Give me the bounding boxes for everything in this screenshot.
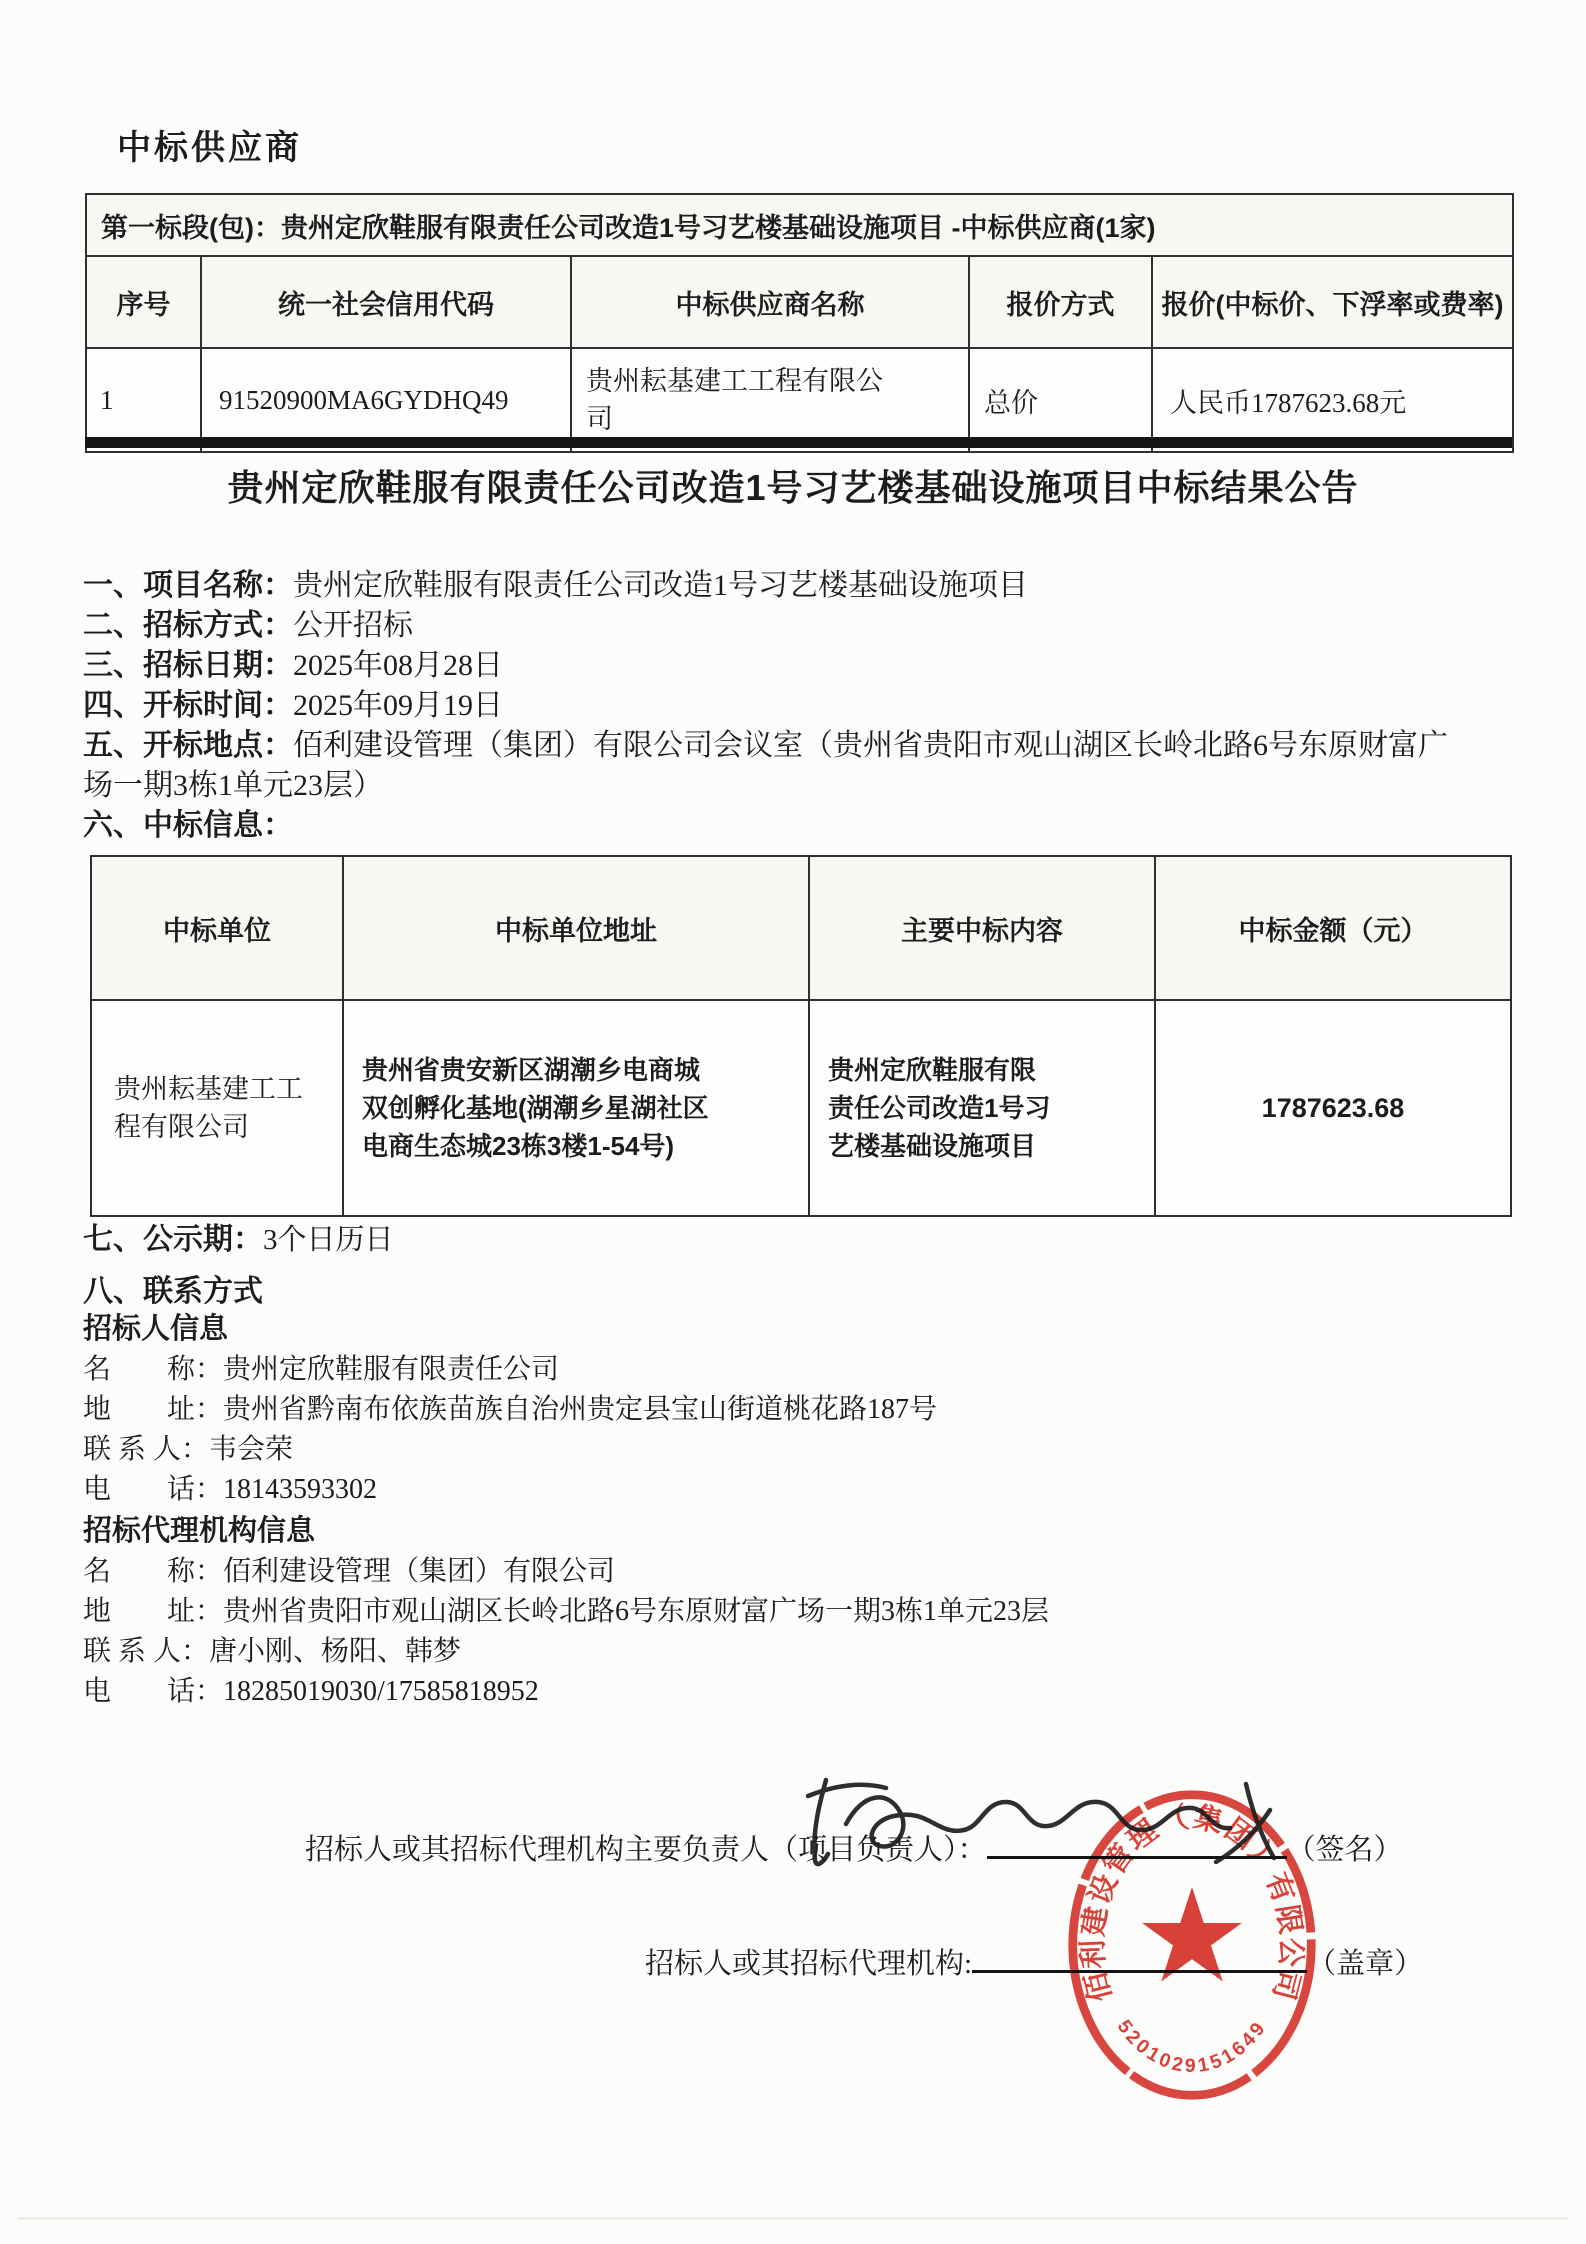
contact-row-phone: 电 话：18143593302 xyxy=(83,1474,378,1505)
lot-section-header: 第一标段(包)：贵州定欣鞋服有限责任公司改造1号习艺楼基础设施项目 -中标供应商(1家) xyxy=(86,194,1513,256)
scan-artifact-line xyxy=(18,2217,1568,2220)
col-header-award-unit: 中标单位 xyxy=(91,856,343,1000)
agency-heading: 招标代理机构信息 xyxy=(83,1515,316,1547)
col-header-quote-method: 报价方式 xyxy=(969,256,1152,348)
tenderer-heading: 招标人信息 xyxy=(83,1313,229,1345)
cell-award-amount: 1787623.68 xyxy=(1155,1000,1511,1216)
section-heading: 中标供应商 xyxy=(117,129,302,167)
winning-supplier-table xyxy=(85,193,1514,453)
list-item: 三、招标日期：2025年08月28日 xyxy=(83,649,503,682)
contact-section xyxy=(83,1308,1049,1712)
thick-divider xyxy=(85,437,1512,448)
col-header-credit-code: 统一社会信用代码 xyxy=(201,256,571,348)
cell-supplier-name: 贵州耘基建工工程有限公司 xyxy=(571,348,969,452)
cell-award-unit-address: 贵州省贵安新区湖潮乡电商城双创孵化基地(湖潮乡星湖社区电商生态城23栋3楼1-54号) xyxy=(343,1000,809,1216)
svg-text:5201029151649 xyxy=(1113,2016,1272,2077)
responsible-person-signature-line: 招标人或其招标代理机构主要负责人（项目负责人）： （签名） xyxy=(305,1826,1403,1868)
announcement-items xyxy=(83,566,1473,846)
cell-credit-code: 91520900MA6GYDHQ49 xyxy=(201,348,571,452)
contact-row-address: 地 址：贵州省黔南布依族苗族自治州贵定县宝山街道桃花路187号 xyxy=(83,1394,938,1425)
announcement-title: 贵州定欣鞋服有限责任公司改造1号习艺楼基础设施项目中标结果公告 xyxy=(227,467,1359,508)
cell-award-content: 贵州定欣鞋服有限责任公司改造1号习艺楼基础设施项目 xyxy=(809,1000,1155,1216)
cell-seq-no: 1 xyxy=(86,348,201,452)
seal-star-icon xyxy=(1142,1887,1242,1982)
list-item: 二、招标方式：公开招标 xyxy=(83,609,413,642)
table-row xyxy=(91,1000,1511,1216)
cell-quote-price: 人民币1787623.68元 xyxy=(1152,348,1513,452)
col-header-seq-no: 序号 xyxy=(86,256,201,348)
contact-row-phone: 电 话：18285019030/17585818952 xyxy=(83,1676,539,1707)
list-item: 七、公示期：3个日历日 xyxy=(83,1223,394,1256)
contact-row-address: 地 址：贵州省贵阳市观山湖区长岭北路6号东原财富广场一期3栋1单元23层 xyxy=(83,1596,1050,1627)
col-header-award-unit-address: 中标单位地址 xyxy=(343,856,809,1000)
list-item: 六、中标信息： xyxy=(83,809,293,842)
contact-row-person: 联 系 人：韦会荣 xyxy=(83,1434,294,1465)
list-item: 八、联系方式 xyxy=(83,1275,263,1308)
award-info-table xyxy=(90,855,1512,1217)
col-header-award-content: 主要中标内容 xyxy=(809,856,1155,1000)
contact-row-name: 名 称：佰利建设管理（集团）有限公司 xyxy=(83,1556,616,1587)
seal-number-text: 5201029151649 xyxy=(1112,2015,1272,2078)
contact-row-person: 联 系 人：唐小刚、杨阳、韩梦 xyxy=(83,1636,462,1667)
col-header-quote-price: 报价(中标价、下浮率或费率) xyxy=(1152,256,1513,348)
seal-company-text: 佰利建设管理（集团）有限公司 xyxy=(1077,1801,1307,2005)
table-header-row xyxy=(91,856,1511,1000)
table-header-row xyxy=(86,256,1513,348)
handwritten-signature xyxy=(768,1770,1342,1878)
cell-quote-method: 总价 xyxy=(969,348,1152,452)
list-item: 五、开标地点：佰利建设管理（集团）有限公司会议室（贵州省贵阳市观山湖区长岭北路6号东原财富广场一期3栋1单元23层） xyxy=(83,729,1448,802)
list-item: 四、开标时间：2025年09月19日 xyxy=(83,689,503,722)
cell-award-unit: 贵州耘基建工工程有限公司 xyxy=(91,1000,343,1216)
col-header-supplier-name: 中标供应商名称 xyxy=(571,256,969,348)
post-table-items xyxy=(83,1214,394,1318)
agency-seal-line: 招标人或其招标代理机构: （盖章） xyxy=(645,1940,1423,1982)
contact-row-name: 名 称：贵州定欣鞋服有限责任公司 xyxy=(83,1354,560,1385)
col-header-award-amount: 中标金额（元） xyxy=(1155,856,1511,1000)
table-row xyxy=(86,194,1513,256)
list-item: 一、项目名称：贵州定欣鞋服有限责任公司改造1号习艺楼基础设施项目 xyxy=(83,569,1028,602)
